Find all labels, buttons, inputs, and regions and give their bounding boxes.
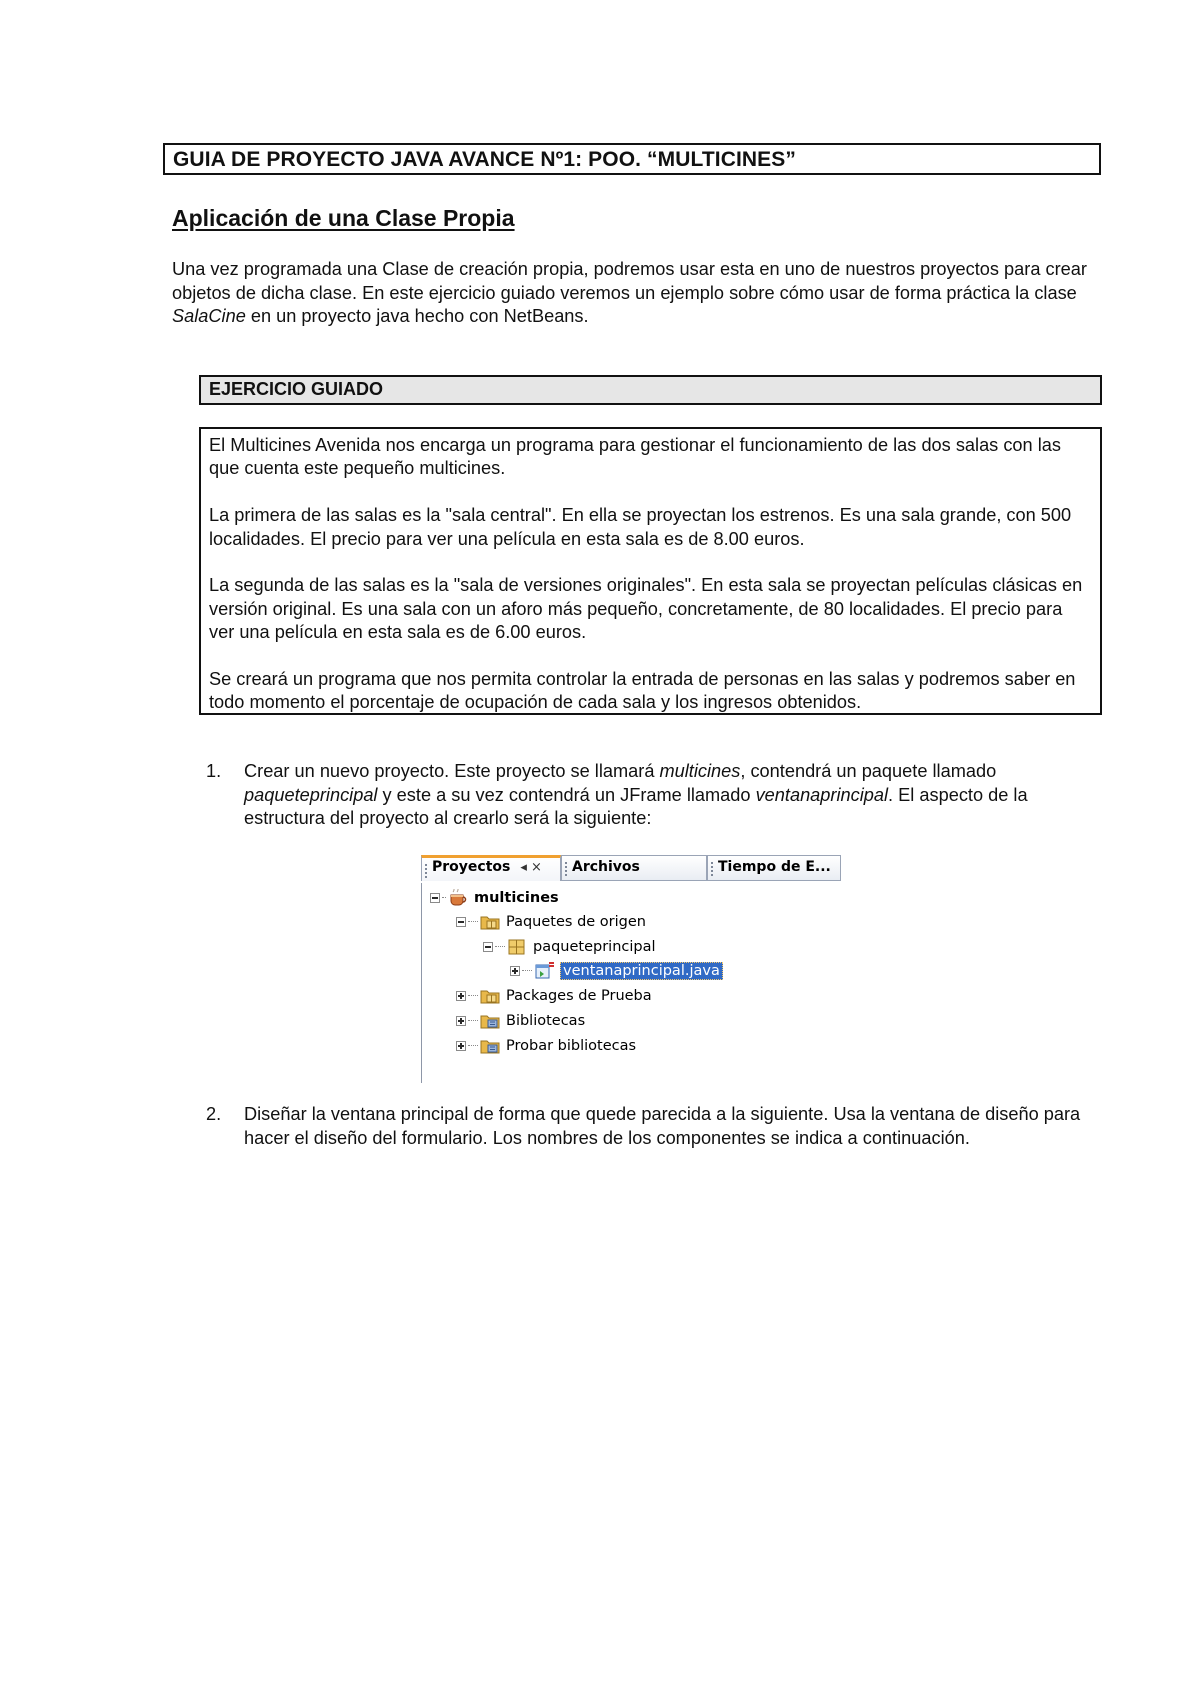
step-text: Crear un nuevo proyecto. Este proyecto se llamará [244, 761, 660, 781]
package-folder-icon [480, 987, 500, 1005]
exercise-paragraph: El Multicines Avenida nos encarga un programa para gestionar el funcionamiento de las dos salas con las que cuenta este pequeño multicines. [209, 435, 1061, 479]
tree-node-label: ventanaprincipal.java [560, 962, 723, 980]
tree-line [468, 1020, 478, 1022]
package-folder-icon [480, 913, 500, 931]
project-name: multicines [659, 761, 741, 781]
section-heading: Aplicación de una Clase Propia [172, 205, 515, 231]
intro-paragraph [172, 258, 1102, 329]
step-text: . El aspecto de la estructura del proyecto al crearlo será la siguiente: [244, 784, 1028, 828]
tree-line [468, 921, 478, 923]
tab-controls[interactable]: ◂ × [520, 860, 542, 875]
step-text: Diseñar la ventana principal de forma que quede parecida a la siguiente. Usa la ventana de diseño para hacer el diseño del formulario. Los nombres de los componentes se indica a continuación. [244, 1104, 1081, 1148]
expand-icon[interactable] [456, 991, 466, 1001]
tree-node-label: Packages de Prueba [506, 988, 652, 1004]
tree-line [522, 970, 532, 972]
intro-text-1: Una vez programada una Clase de creación propia, podremos usar esta en uno de nuestros proyectos para crear objetos de dicha clase. En este ejercicio guiado veremos un ejemplo sobre cómo usar de forma práctica la clase [172, 259, 1087, 303]
netbeans-projects-panel [421, 855, 845, 1083]
tree-node-label: Paquetes de origen [506, 914, 646, 930]
tab-tiempo-de-ejecucion[interactable] [707, 855, 841, 881]
tree-node-project[interactable] [430, 887, 559, 909]
tree-node-libraries[interactable] [456, 1010, 585, 1032]
document-title: GUIA DE PROYECTO JAVA AVANCE Nº1: POO. “MULTICINES” [163, 143, 1101, 175]
step-item-2 [206, 1103, 1102, 1150]
step-list-2 [206, 1103, 1102, 1150]
tree-node-source-packages[interactable] [456, 911, 646, 933]
tab-archivos[interactable] [561, 855, 707, 881]
tree-node-label: multicines [474, 890, 559, 906]
package-icon [507, 938, 527, 956]
tree-node-test-libraries[interactable] [456, 1035, 636, 1057]
step-item-1 [206, 760, 1102, 831]
exercise-paragraph: Se creará un programa que nos permita controlar la entrada de personas en las salas y podremos saber en todo momento el porcentaje de ocupación de cada sala y los ingresos obtenidos. [209, 669, 1076, 713]
exercise-header: EJERCICIO GUIADO [199, 375, 1102, 405]
jframe-form-icon [534, 962, 554, 980]
panel-tabs [421, 855, 845, 883]
step-text: y este a su vez contendrá un JFrame llamado [377, 784, 756, 805]
exercise-box [199, 427, 1102, 715]
tree-node-package[interactable] [483, 936, 656, 958]
jframe-name: ventanaprincipal [755, 784, 889, 805]
step-list [206, 760, 1102, 831]
step-text: , contendrá un paquete llamado [740, 761, 997, 781]
collapse-icon[interactable] [456, 917, 466, 927]
step-number: 1. [206, 761, 222, 781]
intro-text-2: en un proyecto java hecho con NetBeans. [245, 306, 589, 326]
tree-node-test-packages[interactable] [456, 985, 652, 1007]
tree-line [468, 1045, 478, 1047]
class-name: SalaCine [172, 306, 246, 326]
expand-icon[interactable] [456, 1016, 466, 1026]
tab-label: Tiempo de E... [718, 859, 831, 875]
tree-node-file[interactable] [510, 960, 723, 982]
expand-icon[interactable] [456, 1041, 466, 1051]
library-folder-icon [480, 1037, 500, 1055]
java-coffee-cup-icon [448, 889, 468, 907]
exercise-paragraph: La segunda de las salas es la "sala de versiones originales". En esta sala se proyectan películas clásicas en versión original. Es una sala con un aforo más pequeño, concretamente, de 80 localidades. El precio para ver una película en esta sala es de 6.00 euros. [209, 575, 1083, 643]
tree-line [442, 897, 446, 899]
tree-node-label: Bibliotecas [506, 1013, 586, 1029]
tree-node-label: paqueteprincipal [533, 939, 656, 955]
tab-proyectos[interactable] [421, 855, 561, 881]
library-folder-icon [480, 1012, 500, 1030]
package-name: paqueteprincipal [244, 784, 378, 805]
collapse-icon[interactable] [483, 942, 493, 952]
tree-node-label: Probar bibliotecas [506, 1038, 637, 1054]
exercise-paragraph: La primera de las salas es la "sala central". En ella se proyectan los estrenos. Es una sala grande, con 500 localidades. El precio para ver una película en esta sala es de 8.00 euros. [209, 505, 1072, 549]
tree-line [495, 946, 505, 948]
tab-label: Proyectos [432, 859, 511, 875]
step-number: 2. [206, 1104, 222, 1124]
tab-label: Archivos [572, 859, 640, 875]
collapse-icon[interactable] [430, 893, 440, 903]
expand-icon[interactable] [510, 966, 520, 976]
project-tree [421, 883, 845, 1083]
tree-line [468, 995, 478, 997]
